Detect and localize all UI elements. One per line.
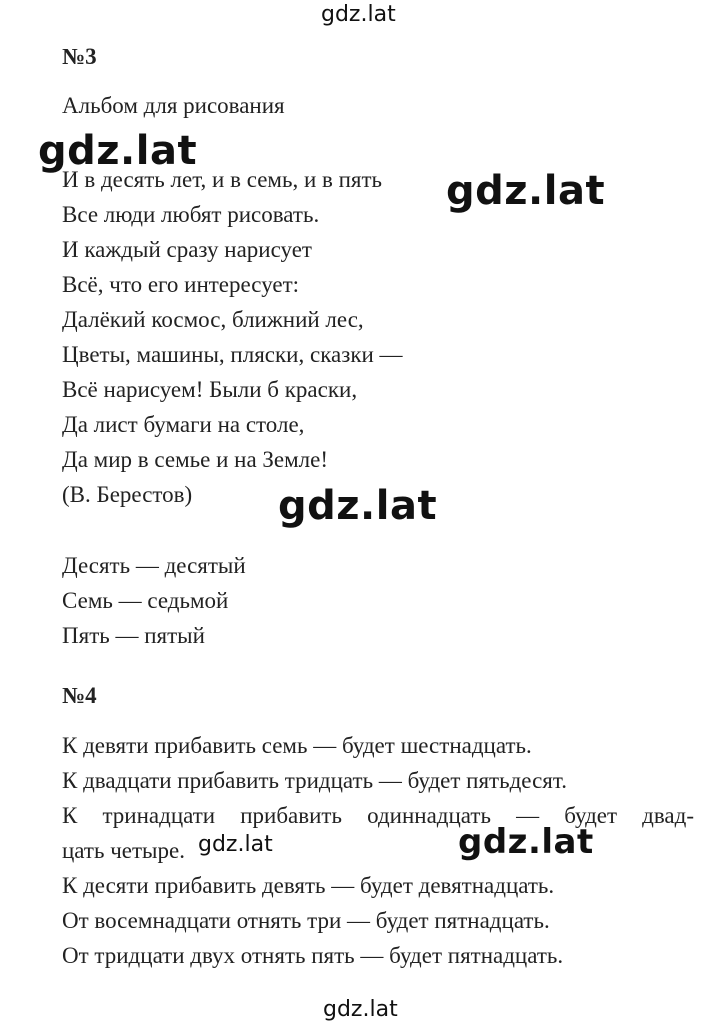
watermark-inline: gdz.lat	[198, 832, 273, 857]
poem-line: Всё нарисуем! Были б краски,	[62, 377, 358, 402]
poem-line: Да лист бумаги на столе,	[62, 412, 305, 437]
poem-line: Далёкий космос, ближний лес,	[62, 307, 364, 332]
arithmetic-line: К двадцати прибавить тридцать — будет пятьдесят.	[62, 768, 567, 793]
watermark-lower-right: gdz.lat	[458, 822, 594, 862]
watermark-top: gdz.lat	[321, 2, 396, 27]
poem-line: И в десять лет, и в семь, и в пять	[62, 167, 383, 192]
arithmetic-line: К десяти прибавить девять — будет девятнадцать.	[62, 873, 555, 898]
task-3-heading: №3	[62, 44, 97, 69]
watermark-center: gdz.lat	[278, 483, 438, 529]
task-4-heading: №4	[62, 683, 97, 708]
arithmetic-line: К тринадцати прибавить одиннадцать — будет двад-	[62, 803, 694, 828]
watermark-bottom: gdz.lat	[323, 997, 398, 1022]
arithmetic-line: От тридцати двух отнять пять — будет пятнадцать.	[62, 943, 564, 968]
poem-line: Всё, что его интересует:	[62, 272, 300, 297]
poem-author: (В. Берестов)	[62, 482, 193, 507]
arithmetic-line: К девяти прибавить семь — будет шестнадцать.	[62, 733, 532, 758]
numeral-pair: Семь — седьмой	[62, 588, 229, 613]
poem-title: Альбом для рисования	[62, 93, 285, 118]
arithmetic-line: От восемнадцати отнять три — будет пятнадцать.	[62, 908, 550, 933]
numeral-pair: Пять — пятый	[62, 623, 205, 648]
watermark-right: gdz.lat	[446, 168, 606, 214]
numeral-pair: Десять — десятый	[62, 553, 246, 578]
poem-line: Цветы, машины, пляски, сказки —	[62, 342, 403, 367]
watermark-left: gdz.lat	[38, 128, 198, 174]
arithmetic-line: цать четыре.	[62, 838, 185, 863]
poem-line: И каждый сразу нарисует	[62, 237, 312, 262]
poem-line: Все люди любят рисовать.	[62, 202, 320, 227]
poem-line: Да мир в семье и на Земле!	[62, 447, 329, 472]
